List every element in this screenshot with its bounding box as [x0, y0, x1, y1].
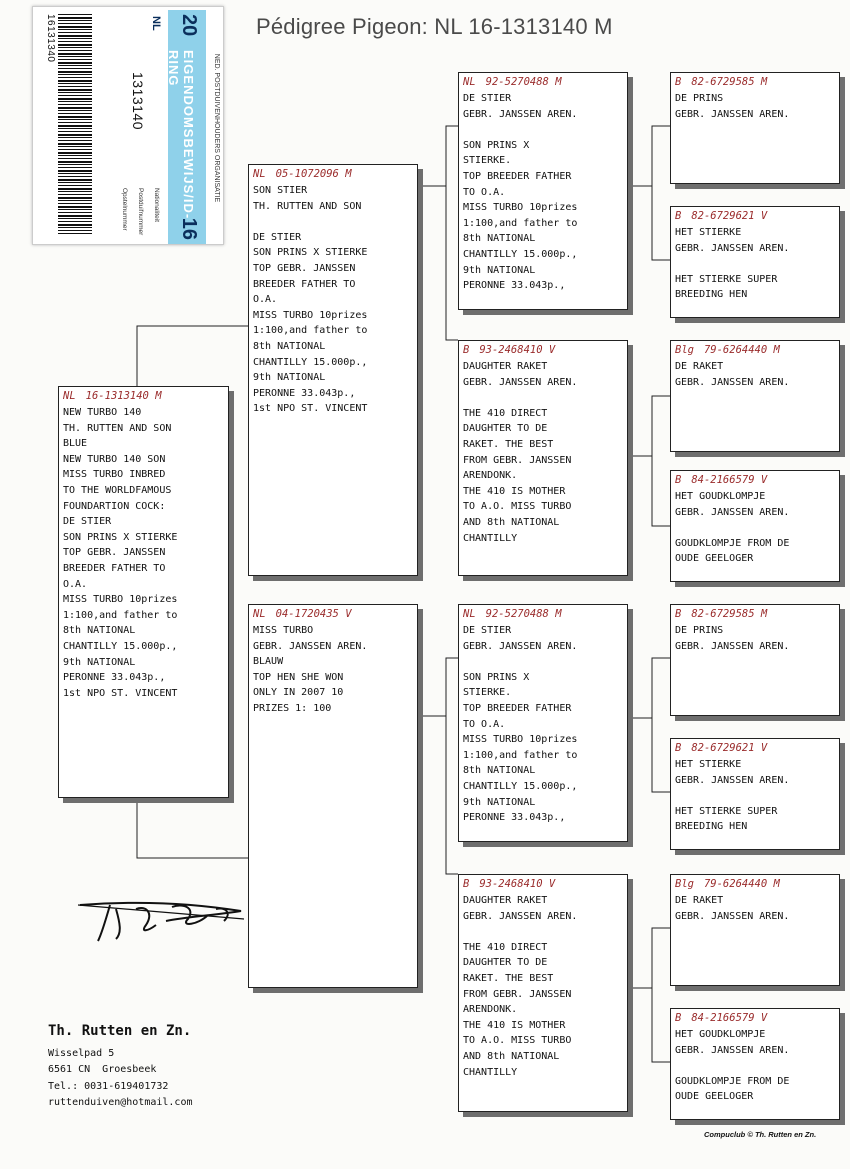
pigeon-country: B	[675, 742, 682, 754]
pigeon-description-line: MISS TURBO 10prizes	[63, 594, 178, 606]
connector-line	[446, 186, 458, 340]
pigeon-description	[675, 359, 835, 390]
signature	[76, 885, 246, 945]
pigeon-description	[675, 91, 835, 122]
pigeon-description-line: TOP BREEDER FATHER	[463, 702, 572, 714]
pigeon-country: Blg	[675, 878, 694, 890]
breeder-phone: Tel.: 0031-619401732	[48, 1080, 169, 1092]
pigeon-country: Blg	[675, 344, 694, 356]
pigeon-country: B	[675, 608, 682, 620]
pigeon-description	[63, 405, 224, 701]
pigeon-description-line: DAUGHTER TO DE	[463, 957, 548, 969]
pigeon-ring-header	[463, 877, 623, 891]
pigeon-description-line: PERONNE 33.043p.,	[63, 672, 166, 684]
pigeon-description-line: GEBR. JANSSEN AREN.	[675, 640, 790, 652]
pigeon-description-line: CHANTILLY 15.000p.,	[463, 780, 578, 792]
pigeon-description-line: 1st NPO ST. VINCENT	[63, 687, 178, 699]
pigeon-description-line: AND 8th NATIONAL	[463, 1050, 560, 1062]
pigeon-ring-number: 82-6729585 M	[691, 608, 768, 620]
connector-line	[418, 126, 458, 186]
pigeon-ring-header	[675, 1011, 835, 1025]
pigeon-card-sire-dam	[458, 340, 628, 576]
barcode-number: 16131340	[45, 14, 56, 63]
pigeon-description-line: RAKET. THE BEST	[463, 972, 554, 984]
pigeon-description-line: DE PRINS	[675, 625, 724, 636]
pigeon-country: NL	[63, 390, 76, 402]
pigeon-description	[675, 1027, 835, 1105]
pigeon-description-line: 9th NATIONAL	[253, 372, 326, 384]
connector-line	[137, 326, 248, 386]
pigeon-description-line: AND 8th NATIONAL	[463, 516, 560, 528]
pigeon-country: NL	[463, 608, 476, 620]
pigeon-card-sire	[248, 164, 418, 576]
connector-line	[652, 186, 670, 260]
pigeon-description	[675, 757, 835, 835]
pigeon-description-line: 1:100,and father to	[253, 325, 368, 337]
breeder-contact	[48, 1020, 193, 1112]
pigeon-description-line: THE 410 DIRECT	[463, 941, 548, 953]
pigeon-description-line: GEBR. JANSSEN AREN.	[675, 242, 790, 254]
connector-line	[628, 658, 670, 718]
connector-line	[652, 988, 670, 1062]
pigeon-description-line	[463, 390, 623, 406]
pigeon-country: B	[675, 474, 682, 486]
pigeon-description	[463, 893, 623, 1080]
pigeon-description-line: CHANTILLY	[463, 532, 518, 544]
pigeon-card-dam-sire	[458, 604, 628, 842]
ring-card-side-label: Nationaliteit	[153, 188, 160, 222]
pigeon-card-dds	[670, 874, 840, 986]
pigeon-card-sds	[670, 340, 840, 452]
pigeon-ring-number: 04-1720435 V	[275, 608, 352, 620]
pigeon-description	[253, 623, 413, 717]
pigeon-description-line: THE 410 IS MOTHER	[463, 485, 566, 497]
pigeon-description	[675, 893, 835, 924]
pigeon-description-line: 9th NATIONAL	[463, 264, 536, 276]
pigeon-description-line: GEBR. JANSSEN AREN.	[675, 910, 790, 922]
pigeon-country: B	[463, 344, 470, 356]
pigeon-description-line: DAUGHTER RAKET	[463, 895, 548, 906]
pigeon-description-line: DE PRINS	[675, 93, 724, 104]
connector-line	[446, 716, 458, 874]
pigeon-description	[463, 91, 623, 294]
pigeon-ring-header	[675, 473, 835, 487]
ring-card-side-label: Postduifnummer	[137, 188, 144, 236]
ring-card-year-a: 20	[178, 14, 200, 37]
pigeon-ring-number: 84-2166579 V	[691, 474, 768, 486]
pigeon-description-line: OUDE GEELOGER	[675, 553, 754, 565]
pigeon-description-line: MISS TURBO INBRED	[63, 469, 166, 481]
pigeon-description-line: STIERKE.	[463, 687, 512, 699]
pigeon-description	[253, 183, 413, 417]
pigeon-description-line: DAUGHTER TO DE	[463, 423, 548, 435]
pigeon-ring-header	[253, 167, 413, 181]
pigeon-description-line	[675, 520, 835, 536]
pigeon-description-line: GEBR. JANSSEN AREN.	[675, 774, 790, 786]
pigeon-description-line: FROM GEBR. JANSSEN	[463, 454, 572, 466]
pigeon-description-line: DAUGHTER RAKET	[463, 361, 548, 372]
pigeon-description-line: GEBR. JANSSEN AREN.	[463, 376, 578, 388]
connector-line	[628, 396, 670, 456]
breeder-email: ruttenduiven@hotmail.com	[48, 1097, 193, 1109]
pigeon-description	[675, 225, 835, 303]
pigeon-description-line: SON PRINS X	[463, 671, 530, 683]
pigeon-description-line: ARENDONK.	[463, 470, 518, 482]
pigeon-card-dam-dam	[458, 874, 628, 1112]
pigeon-description-line: PRIZES 1: 100	[253, 702, 332, 714]
pigeon-description-line: TO THE WORLDFAMOUS	[63, 484, 172, 496]
pigeon-description-line	[675, 256, 835, 272]
pigeon-description-line	[463, 924, 623, 940]
pigeon-description-line: O.A.	[253, 294, 278, 306]
pigeon-ring-number: 82-6729585 M	[691, 76, 768, 88]
pigeon-country: B	[675, 1012, 682, 1024]
pigeon-card-sire-sire	[458, 72, 628, 310]
pigeon-description-line: TOP BREEDER FATHER	[463, 170, 572, 182]
pigeon-description-line: MISS TURBO 10prizes	[463, 202, 578, 214]
pigeon-ring-number: 05-1072096 M	[275, 168, 352, 180]
pigeon-description-line: DE STIER	[253, 231, 302, 243]
pigeon-description-line: GEBR. JANSSEN AREN.	[675, 108, 790, 120]
pigeon-description-line: DE STIER	[463, 93, 512, 104]
pigeon-description-line: 8th NATIONAL	[463, 233, 536, 245]
pigeon-description-line: SON PRINS X	[463, 139, 530, 151]
pigeon-description-line: PERONNE 33.043p.,	[463, 812, 566, 824]
pigeon-description-line: ARENDONK.	[463, 1004, 518, 1016]
pigeon-description-line: GEBR. JANSSEN AREN.	[253, 640, 368, 652]
pigeon-description-line: STIERKE.	[463, 155, 512, 167]
pigeon-description-line	[463, 122, 623, 138]
pigeon-description-line	[675, 1058, 835, 1074]
pigeon-description-line: HET STIERKE SUPER	[675, 273, 778, 285]
pigeon-description-line: CHANTILLY	[463, 1066, 518, 1078]
connector-line	[418, 658, 458, 716]
pigeon-description-line: DE STIER	[63, 516, 112, 528]
connector-line	[652, 456, 670, 526]
pigeon-ring-number: 92-5270488 M	[485, 76, 562, 88]
pigeon-description-line: GEBR. JANSSEN AREN.	[675, 1044, 790, 1056]
pigeon-description-line: THE 410 DIRECT	[463, 407, 548, 419]
pigeon-description-line: TO A.O. MISS TURBO	[463, 1035, 572, 1047]
pigeon-ring-header	[63, 389, 224, 403]
pigeon-description-line: GEBR. JANSSEN AREN.	[463, 910, 578, 922]
pigeon-description-line: 1:100,and father to	[463, 749, 578, 761]
pigeon-country: NL	[253, 168, 266, 180]
pigeon-description-line: SON STIER	[253, 185, 308, 196]
ring-card-number: 1313140	[130, 72, 146, 131]
pigeon-description	[463, 623, 623, 826]
breeder-name: Th. Rutten en Zn.	[48, 1023, 192, 1039]
pigeon-ring-number: 16-1313140 M	[85, 390, 162, 402]
pigeon-description-line: BREEDER FATHER TO	[253, 278, 356, 290]
pigeon-description-line: TOP GEBR. JANSSEN	[63, 547, 166, 559]
pigeon-ring-header	[675, 607, 835, 621]
page-title: Pédigree Pigeon: NL 16-1313140 M	[256, 14, 613, 39]
pigeon-description	[463, 359, 623, 546]
pigeon-description-line: SON PRINS X STIERKE	[63, 531, 178, 543]
pigeon-description-line: PERONNE 33.043p.,	[463, 280, 566, 292]
pigeon-card-dss	[670, 604, 840, 716]
pigeon-description-line: TO O.A.	[463, 186, 506, 198]
pigeon-ring-number: 79-6264440 M	[703, 344, 780, 356]
pigeon-description-line: GOUDKLOMPJE FROM DE	[675, 1075, 790, 1087]
pigeon-description-line: CHANTILLY 15.000p.,	[253, 356, 368, 368]
pigeon-description-line: BREEDING HEN	[675, 821, 748, 833]
pigeon-description-line: HET STIERKE SUPER	[675, 805, 778, 817]
pigeon-description-line: OUDE GEELOGER	[675, 1091, 754, 1103]
pigeon-description-line: 8th NATIONAL	[253, 340, 326, 352]
pigeon-country: NL	[253, 608, 266, 620]
pigeon-description-line: DE RAKET	[675, 361, 724, 372]
pigeon-country: B	[675, 76, 682, 88]
pigeon-ring-header	[675, 209, 835, 223]
pigeon-ring-header	[675, 741, 835, 755]
pigeon-card-subject	[58, 386, 229, 798]
pigeon-card-dsd	[670, 738, 840, 850]
pigeon-ring-number: 93-2468410 V	[479, 344, 556, 356]
pigeon-country: NL	[463, 76, 476, 88]
pigeon-description-line: GEBR. JANSSEN AREN.	[463, 640, 578, 652]
pigeon-description-line: SON PRINS X STIERKE	[253, 247, 368, 259]
pigeon-description	[675, 623, 835, 654]
pigeon-description-line: DE RAKET	[675, 895, 724, 906]
pigeon-description-line: BLAUW	[253, 656, 284, 668]
pigeon-ring-number: 84-2166579 V	[691, 1012, 768, 1024]
pigeon-description-line: NEW TURBO 140 SON	[63, 453, 166, 465]
pigeon-description-line: HET GOUDKLOMPJE	[675, 1029, 766, 1040]
pigeon-description-line: THE 410 IS MOTHER	[463, 1019, 566, 1031]
pigeon-description-line: HET STIERKE	[675, 759, 742, 770]
pigeon-description-line: CHANTILLY 15.000p.,	[63, 640, 178, 652]
pigeon-description-line: GEBR. JANSSEN AREN.	[675, 376, 790, 388]
pigeon-description-line	[463, 654, 623, 670]
breeder-address: Wisselpad 5	[48, 1048, 115, 1059]
pigeon-country: B	[463, 878, 470, 890]
pigeon-description-line: TO A.O. MISS TURBO	[463, 501, 572, 513]
ring-card-year-b: 16	[178, 217, 200, 240]
pigeon-ring-number: 93-2468410 V	[479, 878, 556, 890]
pigeon-description-line: 1:100,and father to	[463, 217, 578, 229]
pigeon-description-line: HET GOUDKLOMPJE	[675, 491, 766, 502]
pigeon-ring-number: 79-6264440 M	[703, 878, 780, 890]
connector-line	[652, 718, 670, 792]
pigeon-description-line: TH. RUTTEN AND SON	[63, 422, 172, 434]
breeder-city: 6561 CN Groesbeek	[48, 1064, 157, 1076]
pigeon-description-line: MISS TURBO	[253, 625, 314, 636]
pigeon-card-sss	[670, 72, 840, 184]
pigeon-ring-header	[675, 877, 835, 891]
pigeon-description-line: BREEDING HEN	[675, 289, 748, 301]
pigeon-description-line: BREEDER FATHER TO	[63, 562, 166, 574]
pigeon-description-line: DE STIER	[463, 625, 512, 636]
pigeon-description-line: O.A.	[63, 578, 88, 590]
pigeon-description-line: MISS TURBO 10prizes	[253, 309, 368, 321]
pigeon-ring-header	[675, 75, 835, 89]
pigeon-description-line: HET STIERKE	[675, 227, 742, 238]
connector-line	[628, 928, 670, 988]
pigeon-description-line: CHANTILLY 15.000p.,	[463, 248, 578, 260]
footer-credit: Compuclub © Th. Rutten en Zn.	[704, 1130, 817, 1139]
pigeon-description-line: FROM GEBR. JANSSEN	[463, 988, 572, 1000]
pigeon-description-line: NEW TURBO 140	[63, 407, 142, 418]
pigeon-description-line	[253, 214, 413, 230]
pigeon-description-line: FOUNDARTION COCK:	[63, 500, 166, 512]
pigeon-ring-header	[463, 75, 623, 89]
pigeon-description-line: 1:100,and father to	[63, 609, 178, 621]
pigeon-ring-number: 82-6729621 V	[691, 210, 768, 222]
pigeon-description-line: 9th NATIONAL	[63, 656, 136, 668]
pigeon-ring-number: 82-6729621 V	[691, 742, 768, 754]
pigeon-card-ddd	[670, 1008, 840, 1120]
pigeon-description-line: TOP HEN SHE WON	[253, 671, 344, 683]
pigeon-ring-header	[253, 607, 413, 621]
pigeon-ring-header	[463, 607, 623, 621]
pigeon-ring-header	[675, 343, 835, 357]
pigeon-country: B	[675, 210, 682, 222]
pigeon-description-line: 8th NATIONAL	[63, 625, 136, 637]
pigeon-description-line: GEBR. JANSSEN AREN.	[675, 506, 790, 518]
connector-line	[137, 798, 248, 858]
pigeon-description-line: PERONNE 33.043p.,	[253, 387, 356, 399]
pigeon-description-line: BLUE	[63, 438, 88, 450]
pigeon-description-line: MISS TURBO 10prizes	[463, 734, 578, 746]
pigeon-description-line: TOP GEBR. JANSSEN	[253, 262, 356, 274]
pigeon-description-line: RAKET. THE BEST	[463, 438, 554, 450]
pigeon-card-sdd	[670, 470, 840, 582]
ring-card-header: NED. POSTDUIVENHOUDERS ORGANISATIE	[213, 53, 220, 203]
pigeon-description-line: GOUDKLOMPJE FROM DE	[675, 537, 790, 549]
pigeon-ring-number: 92-5270488 M	[485, 608, 562, 620]
pigeon-description-line: 8th NATIONAL	[463, 765, 536, 777]
pigeon-description-line: 9th NATIONAL	[463, 796, 536, 808]
ring-card-side-label: Opstelnummer	[121, 188, 128, 231]
pigeon-description-line: ONLY IN 2007 10	[253, 687, 344, 699]
pigeon-description-line: GEBR. JANSSEN AREN.	[463, 108, 578, 120]
pigeon-description-line	[675, 788, 835, 804]
ring-card-band-text: EIGENDOMSBEWIJS/ID-RING	[166, 50, 196, 220]
pigeon-ring-header	[463, 343, 623, 357]
pigeon-description	[675, 489, 835, 567]
ring-card-country: NL	[150, 16, 162, 31]
connector-line	[628, 126, 670, 186]
pigeon-description-line: 1st NPO ST. VINCENT	[253, 403, 368, 415]
pigeon-description-line: TO O.A.	[463, 718, 506, 730]
pigeon-card-ssd	[670, 206, 840, 318]
pigeon-description-line: TH. RUTTEN AND SON	[253, 200, 362, 212]
pigeon-card-dam	[248, 604, 418, 988]
